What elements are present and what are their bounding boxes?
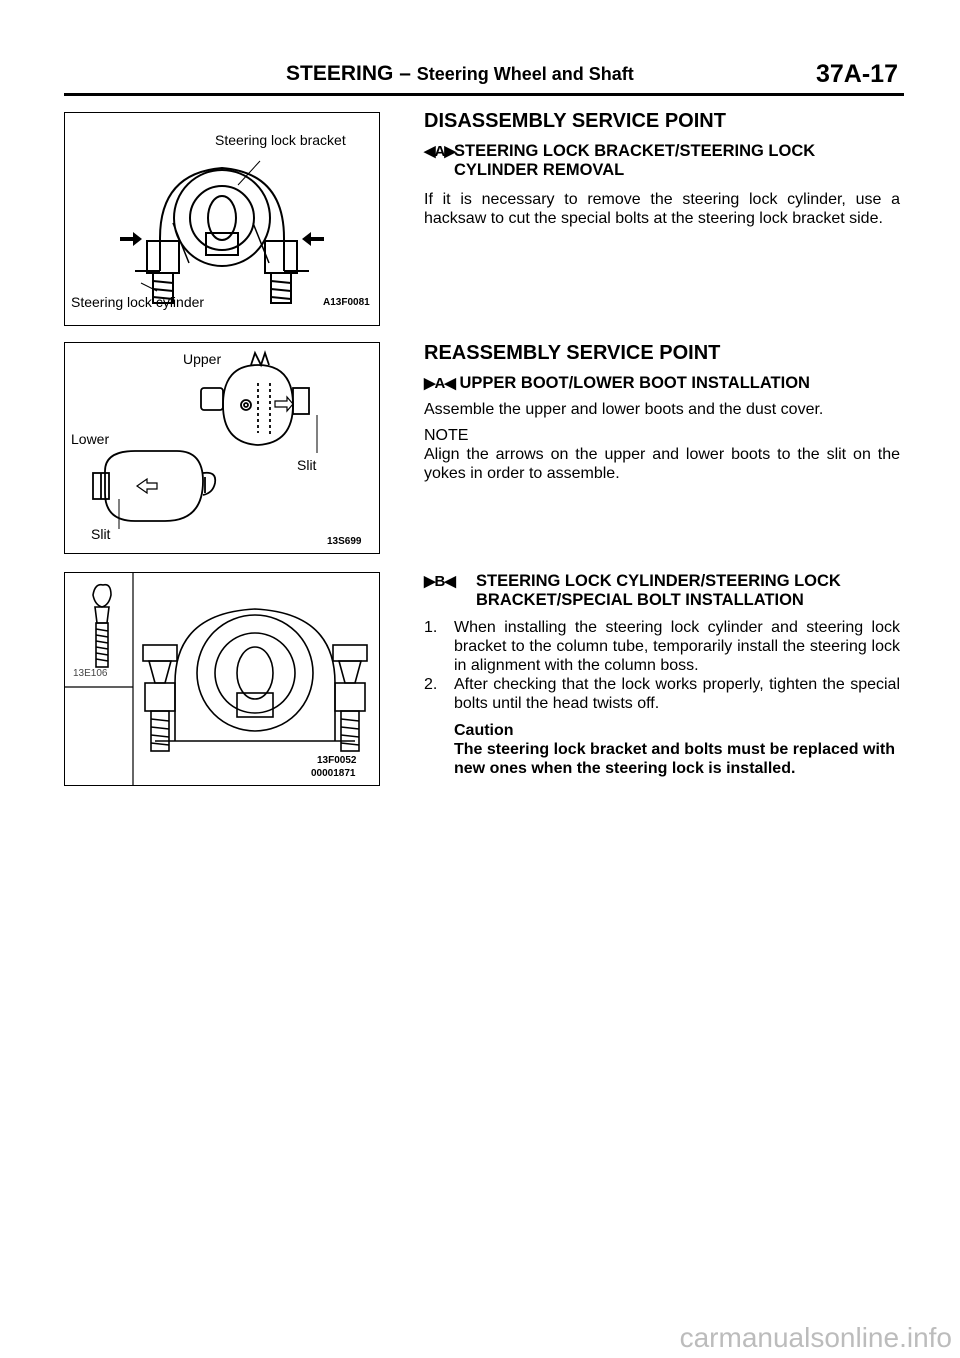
label-lock-cylinder: Steering lock cylinder (71, 294, 205, 310)
boots-diagram (65, 343, 379, 553)
caution-label: Caution (454, 722, 514, 739)
page-header (64, 62, 904, 96)
subsection-title: Steering Wheel and Shaft (416, 64, 634, 84)
page-title (286, 62, 634, 86)
reassembly-body-a: Assemble the upper and lower boots and the dust cover. (424, 401, 824, 418)
reassembly-section-b (424, 572, 900, 778)
reassembly-section (424, 342, 900, 483)
figure-code: 13S699 (327, 536, 362, 547)
figure-code: A13F0081 (323, 297, 370, 308)
list-item: 2. After checking that the lock works properly, tighten the special bolts until the head twists off. (424, 676, 900, 712)
site-watermark: carmanualsonline.info (679, 1322, 952, 1353)
disassembly-body: If it is necessary to remove the steering lock cylinder, use a hacksaw to cut the special bolts at the steering lock bracket side. (424, 191, 900, 227)
service-mark-b: ▶B◀ (424, 573, 455, 590)
service-mark-a: ▶A◀ (424, 375, 455, 392)
install-steps (424, 618, 900, 713)
figure-boots (64, 342, 380, 554)
note-label: NOTE (424, 427, 469, 444)
list-item: 1. When installing the steering lock cylinder and steering lock bracket to the column tube, temporarily install the steering lock in alignment with the column boss. (424, 619, 900, 674)
bolt-figure-code: 13E106 (73, 668, 108, 679)
service-mark-a: ◀A▶ (424, 143, 455, 160)
label-slit-right: Slit (297, 457, 317, 473)
figure-lock-bracket (64, 112, 380, 326)
caution-text: The steering lock bracket and bolts must be replaced with new ones when the steering lock is installed. (454, 741, 895, 777)
disassembly-section (424, 110, 900, 228)
note-text: Align the arrows on the upper and lower boots to the slit on the yokes in order to assemble. (424, 446, 900, 482)
reassembly-subheading-b: ▶B◀ STEERING LOCK CYLINDER/STEERING LOCK BRACKET/SPECIAL BOLT INSTALLATION (424, 572, 841, 609)
page-number: 37A-17 (816, 60, 898, 88)
figure-code: 13F0052 (317, 755, 357, 766)
section-title: STEERING (286, 62, 394, 85)
title-separator: – (399, 62, 411, 85)
figure-special-bolt (64, 572, 380, 786)
reassembly-subheading-a: ▶A◀ UPPER BOOT/LOWER BOOT INSTALLATION (424, 374, 810, 392)
reassembly-heading: REASSEMBLY SERVICE POINT (424, 342, 721, 364)
header-rule (64, 93, 904, 96)
label-upper: Upper (183, 351, 222, 367)
figure-serial: 00001871 (311, 768, 356, 779)
disassembly-subheading: ◀A▶ STEERING LOCK BRACKET/STEERING LOCK CYLINDER REMOVAL (424, 142, 816, 179)
caution-block (424, 721, 900, 778)
special-bolt-diagram (65, 573, 379, 785)
label-lower: Lower (71, 431, 110, 447)
disassembly-heading: DISASSEMBLY SERVICE POINT (424, 110, 726, 132)
label-slit-left: Slit (91, 526, 111, 542)
label-lock-bracket: Steering lock bracket (215, 132, 346, 148)
